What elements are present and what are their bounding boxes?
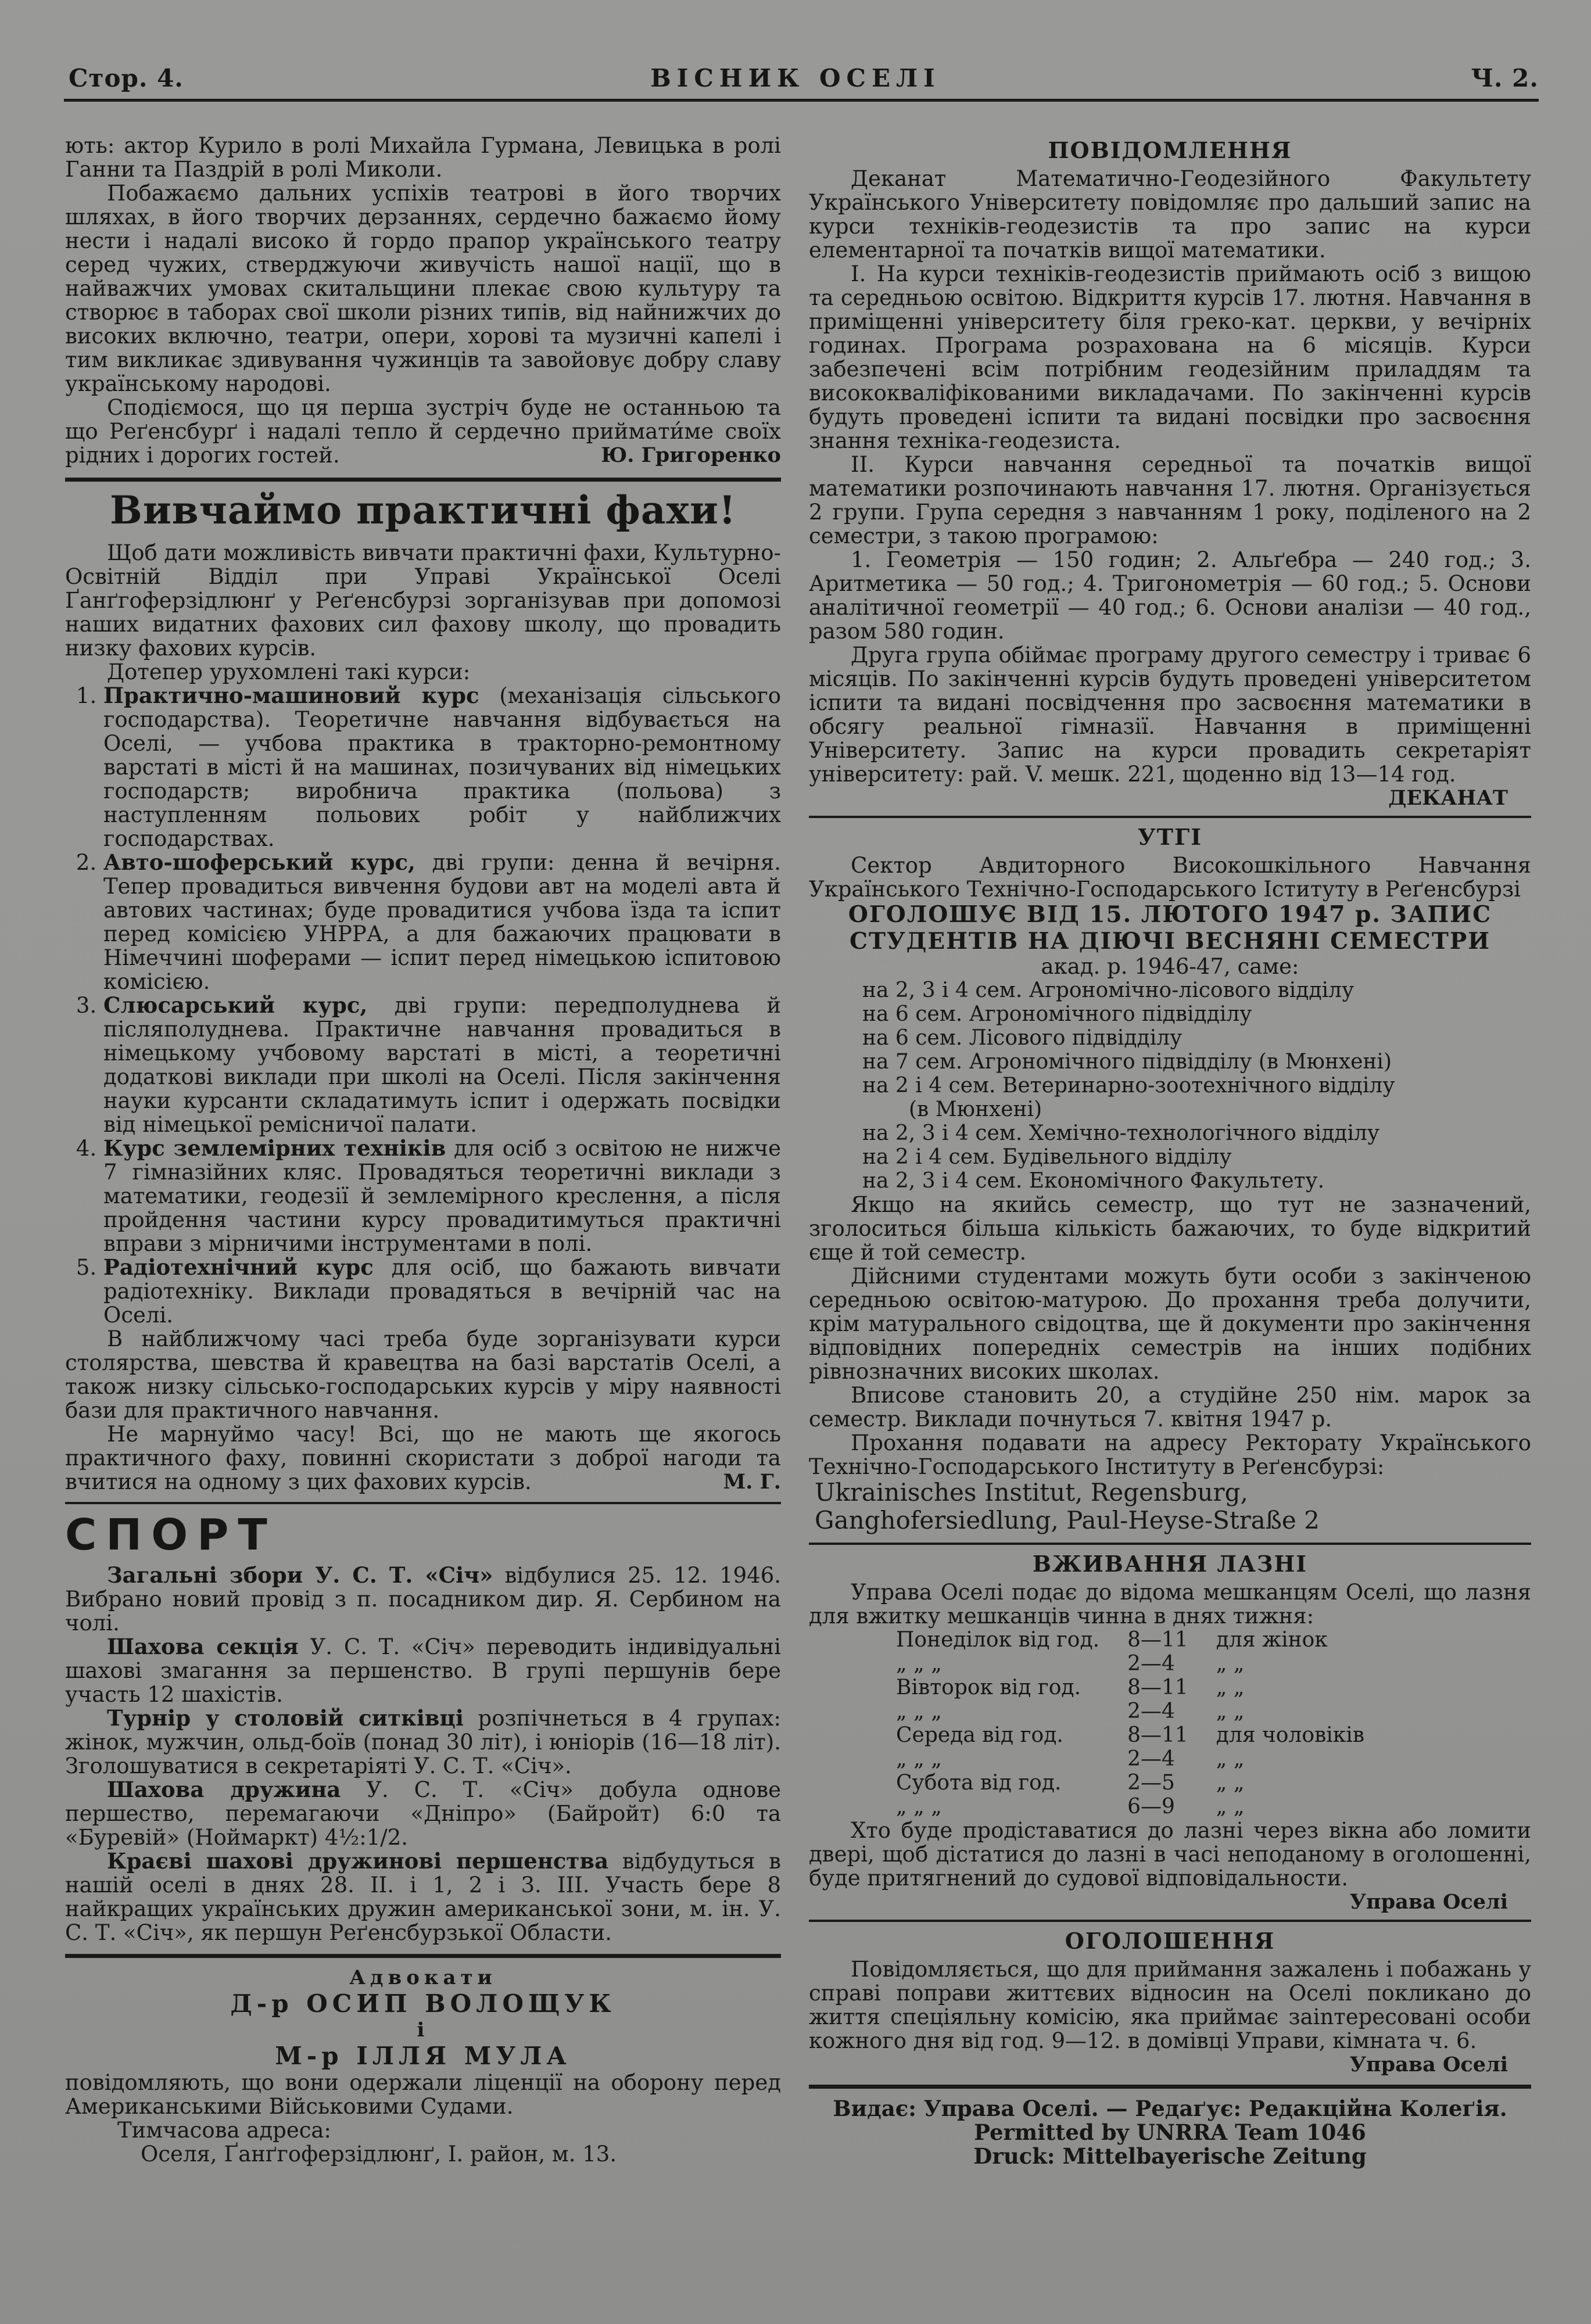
utgi-announcement-line: ОГОЛОШУЄ ВІД 15. ЛЮТОГО 1947 р. ЗАПИС [848,901,1492,928]
article-intro: Щоб дати можливість вивчати практичні фахи, Культурно-Освітній Відділ при Управі Української Оселі Ґанґгоферзідлюнґ у Реґенсбурзі зорганізував при допомозі наших видатних фахових сил фахову школу, що провадить низку фахових курсів. [65,540,781,661]
advocates-ad [65,1966,781,2166]
theatre-paragraph: Сподіємося, що ця перша зустріч буде не останньою та що Реґенсбурґ і надалі тепло й сердечно приймати́ме своїх рідних і дорогих гостей. Ю. Григоренко [65,395,781,468]
bath-signature: Управа Оселі [1349,1890,1508,1914]
theatre-paragraph: ють: актор Курило в ролі Михайла Гурмана, Левицька в ролі Ганни та Паздрій в ролі Миколи. [65,133,781,182]
section-divider [65,1954,781,1958]
appeal: Не марнуймо часу! Всі, що не мають ще якогось практичного фаху, повинні скористати з доброї нагоди та вчитися на одному з цих фахових курсів. М. Г. [65,1422,781,1494]
semester-item: на 6 сем. Агрономічного підвідділу [862,1002,1252,1026]
notice-paragraph: Деканат Математично-Геодезійного Факультету Українського Університету повідомляє про дальший запис на курси техніків-геодезистів та про запис на курси елементарної та початків вищої математики. [809,166,1531,263]
schedule-row: Понеділок від год. 8—11 для жінок [896,1628,1328,1652]
advocates-text: повідомляють, що вони одержали ліценції на оборону перед Американськими Військовими Судами. [65,2070,781,2119]
future-courses: В найближчому часі треба буде зорганізувати курси столярства, шевства й кравецтва на базі варстатів Оселі, а також низку сільсько-господарських курсів у міру наявності бази для практичного навчання. [65,1326,781,1423]
header-rule [64,99,1539,102]
faculty-notice [809,137,1531,810]
notice-heading: ПОВІДОМЛЕННЯ [1048,137,1292,163]
schedule-row: „ „ „ 6—9 „ „ [896,1795,1245,1819]
sport-item: Турнір у столовій ситківці розпічнеться в 4 групах: жінок, мужчин, ольд-боїв (понад 30 літ), і юніорів (16—18 літ). Зголошуватися в секретаріяті У. С. Т. «Січ». [65,1705,781,1778]
advocates-address-label: Тимчасова адреса: [117,2118,331,2143]
schedule-row: Субота від год. 2—5 „ „ [896,1771,1245,1795]
section-divider [65,478,781,482]
announcement-text: Повідомляється, що для приймання зажалень і побажань у справі поправи життєвих відносин на Оселі покликано до життя спеціяльну комісію, яка приймає зainтересовані особи кожного дня від год. 9—12. в домівці Управи, кімната ч. 6. [809,1957,1531,2053]
courses-list [65,684,781,1327]
notice-paragraph: 1. Геометрія — 150 годин; 2. Альґебра — 240 год.; 3. Аритметика — 50 год.; 4. Тригонометрія — 60 год.; 5. Основи аналітичної геометрії — 40 год.; 6. Основи аналізи — 40 год., разом 580 годин. [809,547,1531,644]
bath-intro: Управа Оселі подає до відома мешканцям Оселі, що лазня для вжитку мешканців чинна в днях тижня: [809,1580,1531,1629]
sport-item: Шахова дружина У. С. Т. «Січ» добула однове першество, перемагаючи «Дніпро» (Байройт) 6:0 та «Буревій» (Ноймаркт) 4½:1/2. [65,1777,781,1850]
theatre-signature: Ю. Григоренко [601,443,781,467]
sport-item: Краєві шахові дружинові першенства відбудуться в нашій оселі в днях 28. II. і 1, 2 і 3. III. Участь бере 8 найкращих українських дружин американської зони, м. ін. У. С. Т. «Січ», як першун Реґенсбурзької Области. [65,1848,781,1945]
announcement-signature: Управа Оселі [1349,2053,1508,2076]
schedule-row: Середа від год. 8—11 для чоловіків [896,1723,1365,1747]
utgi-notice [809,824,1531,1534]
utgi-paragraph: Вписове становить 20, а студійне 250 нім. марок за семестр. Виклади почнуться 7. квітня 1947 р. [809,1383,1531,1432]
imprint-publisher: Видає: Управа Оселі. — Редаґує: Редакційна Колеґія. [833,2096,1507,2121]
schedule-row: „ „ „ 2—4 „ „ [896,1699,1245,1723]
section-divider [809,816,1531,818]
semester-item: на 2, 3 і 4 сем. Агрономічно-лісового відділу [862,978,1354,1002]
course-item: 2. Авто-шоферський курс, дві групи: денна й вечірня. Тепер провадиться вивчення будови авт на моделі авта й автових частинах; буде провадитися учбова їзда та іспит перед комісією УНРРА, а для бажаючих працювати в Німеччині шоферами — іспит перед німецькою іспитовою комісією. [103,851,781,994]
section-divider [809,2085,1531,2089]
semester-item: на 7 сем. Агрономічного підвідділу (в Мюнхені) [862,1050,1392,1074]
article-signature: М. Г. [723,1470,781,1494]
bath-notice [809,1551,1531,1914]
sport-item: Загальні збори У. С. Т. «Січ» відбулися 25. 12. 1946. Вибрано новий провід з п. посадником дир. Я. Сербином на чолі. [65,1562,781,1636]
semester-item: на 2 і 4 сем. Ветеринарно-зоотехнічного відділу [862,1074,1395,1098]
page-number: Стор. 4. [69,64,184,92]
utgi-address-line: Ukrainisches Institut, Regensburg, [815,1478,1248,1507]
sport-heading: СПОРТ [65,1510,277,1560]
theatre-review-ending [65,134,781,467]
bath-heading: ВЖИВАННЯ ЛАЗНІ [1032,1551,1308,1577]
sport-section [65,1510,781,1945]
semester-list [809,978,1531,1193]
imprint [809,2097,1531,2168]
imprint-printer: Druck: Mittelbayerische Zeitung [973,2143,1367,2169]
utgi-paragraph: Сектор Авдиторного Високошкільного Навчання Українського Технічно-Господарського Іституту в Реґенсбурзі [809,853,1531,902]
course-item: 4. Курс землемірних техніків для осіб з освітою не нижче 7 гімназійних кляс. Провадяться теоретичні виклади з математики, геодезії й землемірного креслення, а після пройдення частини курсу провадитимуться практичні вправи з мірничими інструментами в полі. [103,1136,781,1256]
utgi-paragraph: Дійсними студентами можуть бути особи з закінченою середньою освітою-матурою. До прохання треба долучити, крім матурального свідоцтва, ще й документи про закінчення відповідних попередніх семестрів на інших подібних рівнозначних високих школах. [809,1264,1531,1384]
utgi-paragraph: Якщо на якийсь семестр, що тут не зазначений, зголоситься більша кількість бажаючих, то буде відкритий єще й той семестр. [809,1192,1531,1265]
course-item: 5. Радіотехнічний курс для осіб, що бажають вивчати радіотехніку. Виклади провадяться в вечірній час на Оселі. [103,1256,781,1327]
notice-paragraph: І. На курси техніків-геодезистів приймають осіб з вищою та середньою освітою. Відкриття курсів 17. лютня. Навчання в приміщенні університету біля греко-кат. церкви, у вечірніх годинах. Програма розрахована на 6 місяців. Курси забезпечені всім потрібним геодезійним приладдям та висококваліфікованими викладачами. По закінченні курсів будуть проведені іспити та видані посвідки про засвоєння знання техніка-геодезиста. [809,261,1531,453]
notice-signature: ДЕКАНАТ [1388,786,1508,810]
theatre-paragraph: Побажаємо дальних успіхів театрові в його творчих шляхах, в його творчих дерзаннях, сердечно бажаємо йому нести і надалі високо й гордо прапор українського театру серед чужих, стверджуючи живучість нашої нації, що в найважчих умовах скитальщини плекає свою культуру та створює в таборах свої школи різних типів, від найнижчих до високих включно, театри, опери, хорові та музичні капелі і тим викликає здивування чужинців та завойовує добру славу українському народові. [65,181,781,396]
course-item: 3. Слюсарський курс, дві групи: передполуднева й післяполуднева. Практичне навчання провадиться в німецькому учбовому варстаті в місті, а теоретичні додаткові виклади при школі на Оселі. Після закінчення науки курсанти складатимуть іспит і одержать посвідки від німецької ремісничої палати. [103,994,781,1136]
utgi-heading: УТГІ [1137,824,1203,850]
notice-paragraph: ІІ. Курси навчання середньої та початків вищої математики розпочинають навчання 17. лютня. Організується 2 групи. Група середня з навчанням 1 року, поділеного на 2 семестри, з такою програмою: [809,452,1531,548]
utgi-paragraph: Прохання подавати на адресу Ректорату Українського Технічно-Господарського Інституту в Реґенсбурзі: [809,1430,1531,1479]
semester-item: на 6 сем. Лісового підвідділу [862,1026,1182,1050]
practical-courses-article [65,487,781,1494]
semester-item: на 2, 3 і 4 сем. Хемічно-технологічного відділу [862,1121,1380,1145]
semester-item: на 2 і 4 сем. Будівельного відділу [862,1145,1232,1169]
section-divider [809,1920,1531,1922]
right-column [809,134,1531,2168]
courses-lead: Дотепер урухомлені такі курси: [107,659,471,684]
imprint-permission: Permitted by UNRRA Team 1046 [974,2119,1366,2145]
semester-item: (в Мюнхені) [909,1098,1042,1121]
left-column [65,134,781,2166]
schedule-row: „ „ „ 2—4 „ „ [896,1747,1245,1771]
advocates-heading: Адвокати [349,1966,497,1989]
notice-paragraph: Друга група обіймає програму другого семестру і триває 6 місяців. По закінченні курсів будуть проведені університетом іспити та видані посвідчення про засвоєння математики в обсягу реальної гімназії. Навчання в приміщенні Університету. Запис на курси провадить секретаріят університету: рай. V. мешк. 221, щоденно від 13—14 год. [809,643,1531,787]
issue-number: Ч. 2. [1471,64,1539,92]
schedule-row: Вівторок від год. 8—11 „ „ [896,1676,1245,1699]
sport-item: Шахова секція У. С. Т. «Січ» переводить індивідуальні шахові змагання за першенство. В групі першунів бере участь 12 шахістів. [65,1634,781,1707]
section-divider [65,1502,781,1504]
course-item: 1. Практично-машиновий курс (механізація сільського господарства). Теоретичне навчання відбувається на Оселі, — учбова практика в тракторно-ремонтному варстаті в місті й на машинах, позичуваних від німецьких господарств; виробнича практика (польова) з наступленням польових робіт у найближчих господарствах. [103,684,781,851]
schedule-row: „ „ „ 2—4 „ „ [896,1652,1245,1676]
advocates-address: Оселя, Ґанґгоферзідлюнґ, І. район, м. 13. [141,2142,617,2167]
newspaper-title: ВІСНИК ОСЕЛІ [650,64,941,92]
section-divider [809,1543,1531,1545]
commission-announcement [809,1928,1531,2076]
advocate-name: М-р ІЛЛЯ МУЛА [275,2042,571,2070]
semester-item: на 2, 3 і 4 сем. Економічного Факультету. [862,1169,1325,1193]
advocates-conjunction: і [417,2018,429,2042]
bath-schedule [896,1628,1375,1819]
article-headline: Вивчаймо практичні фахи! [110,487,736,533]
bath-warning: Хто буде продіставатися до лазні через вікна або ломити двері, щоб дістатися до лазні в часі неподаному в оголошенні, буде притягнений до судової відповідальности. [809,1818,1531,1891]
utgi-announcement-line: СТУДЕНТІВ НА ДІЮЧІ ВЕСНЯНІ СЕМЕСТРИ [849,928,1491,955]
utgi-academic-year: акад. р. 1946-47, саме: [1041,954,1299,979]
advocate-name: Д-р ОСИП ВОЛОЩУК [230,1989,616,2018]
announcement-heading: ОГОЛОШЕННЯ [1065,1928,1275,1954]
utgi-address-line: Ganghofersiedlung, Paul-Heyse-Straße 2 [815,1506,1320,1534]
